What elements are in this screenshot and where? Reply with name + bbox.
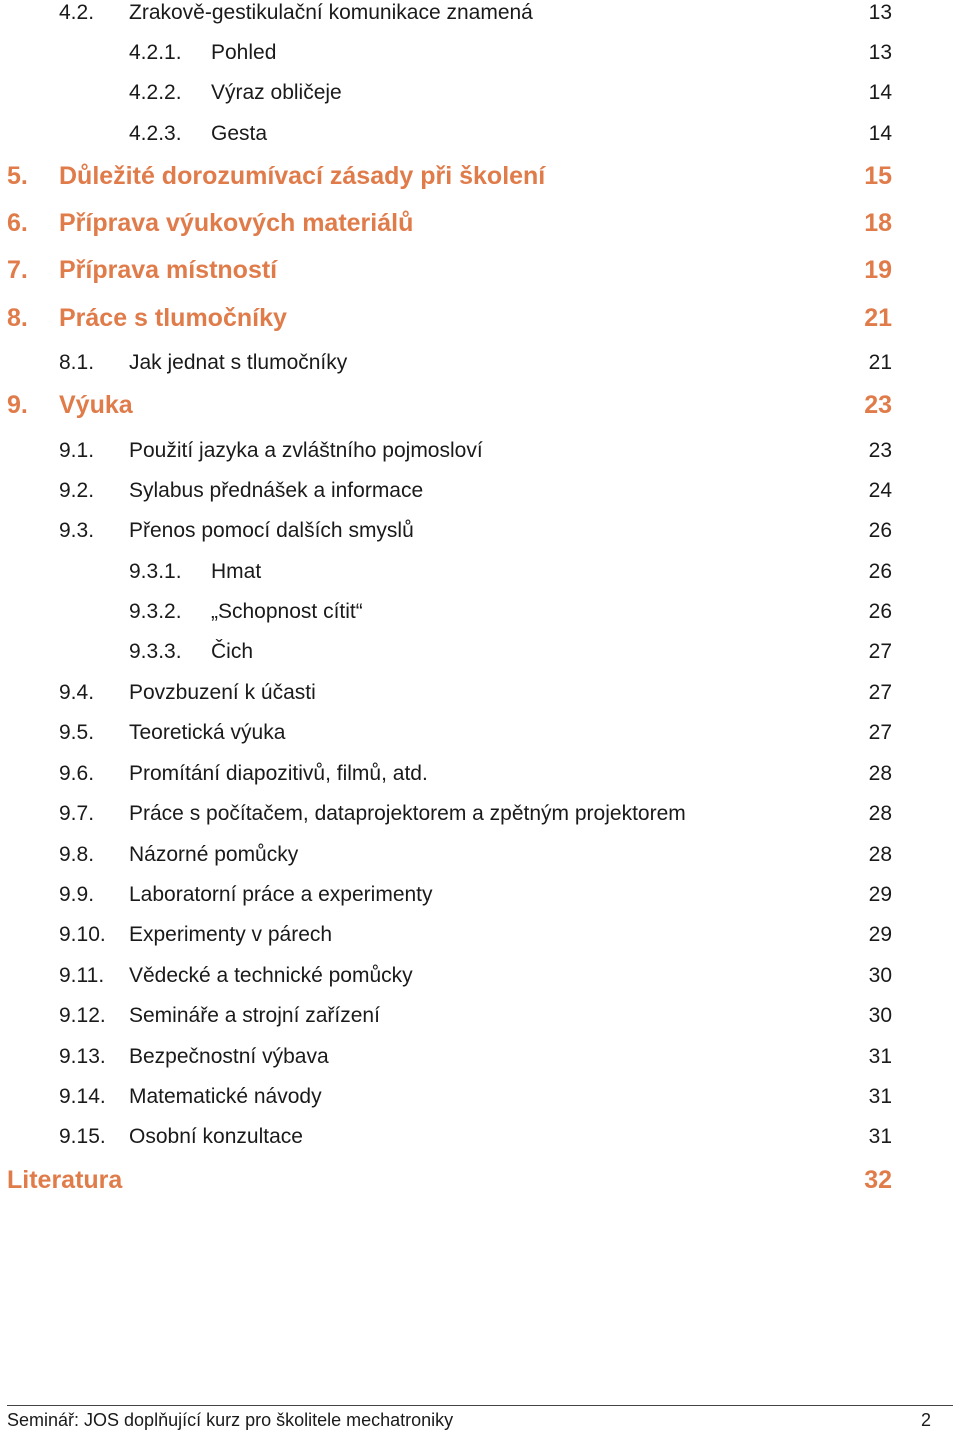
toc-entry-title: Pohled xyxy=(211,41,277,64)
footer-text: Seminář: JOS doplňující kurz pro školitele mechatroniky xyxy=(7,1410,454,1430)
toc-entry-number: 9.6. xyxy=(59,762,95,785)
toc-entry-page: 23 xyxy=(864,391,892,419)
toc-entry-title: Důležité dorozumívací zásady při školení xyxy=(59,162,546,190)
toc-entry-page: 26 xyxy=(868,519,892,542)
toc-entry-title: Výuka xyxy=(59,391,133,419)
toc-entry-title: Jak jednat s tlumočníky xyxy=(129,351,348,374)
toc-entry-title: Experimenty v párech xyxy=(129,923,333,946)
toc-entry-number: 9.3. xyxy=(59,519,95,542)
toc-entry-page: 31 xyxy=(868,1045,892,1068)
toc-entry-page: 30 xyxy=(868,1004,892,1027)
toc-entry-number: 9. xyxy=(7,391,28,419)
toc-entry-title: Promítání diapozitivů, filmů, atd. xyxy=(129,762,428,785)
toc-entry-number: 9.4. xyxy=(59,681,95,704)
toc-entry-title: Matematické návody xyxy=(129,1085,322,1108)
toc-entry-title: Práce s tlumočníky xyxy=(59,304,287,332)
toc-entry-title: Přenos pomocí dalších smyslů xyxy=(129,519,414,542)
toc-entry-number: 9.3.3. xyxy=(129,640,182,663)
toc-entry-number: 9.11. xyxy=(59,964,105,987)
toc-entry-page: 32 xyxy=(864,1166,892,1194)
toc-entry-page: 27 xyxy=(868,640,892,663)
toc-entry-number: 4.2. xyxy=(59,1,95,24)
toc-entry-number: 5. xyxy=(7,162,28,190)
toc-entry-page: 19 xyxy=(864,256,892,284)
toc-entry-number: 9.12. xyxy=(59,1004,106,1027)
toc-entry-page: 31 xyxy=(868,1085,892,1108)
toc-entry-number: 9.3.2. xyxy=(129,600,182,623)
toc-entry-page: 14 xyxy=(868,81,892,104)
toc-entry-page: 27 xyxy=(868,681,892,704)
toc-entry-number: 9.1. xyxy=(59,439,95,462)
toc-entry-number: 9.5. xyxy=(59,721,95,744)
toc-entry-page: 27 xyxy=(868,721,892,744)
toc-entry-number: 9.15. xyxy=(59,1125,106,1148)
toc-entry-title: Použití jazyka a zvláštního pojmosloví xyxy=(129,439,483,462)
toc-entry-page: 29 xyxy=(868,923,892,946)
toc-entry-title: Vědecké a technické pomůcky xyxy=(129,964,413,987)
toc-entry-title: Příprava výukových materiálů xyxy=(59,209,414,237)
toc-entry-title: Práce s počítačem, dataprojektorem a zpětným projektorem xyxy=(129,802,686,825)
toc-entry-page: 28 xyxy=(868,762,892,785)
toc-entry-page: 15 xyxy=(864,162,892,190)
toc-entry-page: 26 xyxy=(868,600,892,623)
toc-entry-title: „Schopnost cítit“ xyxy=(211,600,363,623)
toc-entry-page: 29 xyxy=(868,883,892,906)
toc-entry-page: 13 xyxy=(868,41,892,64)
toc-entry-title: Sylabus přednášek a informace xyxy=(129,479,424,502)
toc-entry-title: Literatura xyxy=(7,1166,123,1194)
toc-entry-title: Povzbuzení k účasti xyxy=(129,681,316,704)
toc-entry-number: 9.8. xyxy=(59,843,95,866)
toc-entry-page: 26 xyxy=(868,560,892,583)
toc-entry-title: Laboratorní práce a experimenty xyxy=(129,883,433,906)
toc-entry-page: 28 xyxy=(868,802,892,825)
toc-entry-page: 28 xyxy=(868,843,892,866)
toc-entry-number: 4.2.3. xyxy=(129,122,182,145)
toc-entry-page: 30 xyxy=(868,964,892,987)
toc-entry-page: 14 xyxy=(868,122,892,145)
toc-entry-title: Teoretická výuka xyxy=(129,721,286,744)
toc-entry-page: 13 xyxy=(868,1,892,24)
toc-entry-number: 9.9. xyxy=(59,883,95,906)
toc-entry-title: Čich xyxy=(211,640,254,663)
toc-entry-number: 9.2. xyxy=(59,479,95,502)
toc-entry-page: 21 xyxy=(864,304,892,332)
toc-entry-number: 8. xyxy=(7,304,28,332)
toc-entry-number: 9.13. xyxy=(59,1045,106,1068)
toc-entry-title: Hmat xyxy=(211,560,262,583)
toc-entry-title: Semináře a strojní zařízení xyxy=(129,1004,380,1027)
toc-entry-number: 4.2.2. xyxy=(129,81,182,104)
toc-entry-page: 21 xyxy=(868,351,892,374)
page-footer xyxy=(7,1405,953,1432)
toc-entry-title: Příprava místností xyxy=(59,256,278,284)
toc-entry-title: Bezpečnostní výbava xyxy=(129,1045,329,1068)
toc-entry-number: 9.14. xyxy=(59,1085,106,1108)
toc-entry-number: 7. xyxy=(7,256,28,284)
toc-entry-number: 9.3.1. xyxy=(129,560,182,583)
toc-entry-title: Gesta xyxy=(211,122,268,145)
toc-entry-page: 31 xyxy=(868,1125,892,1148)
page-number: 2 xyxy=(920,1410,931,1430)
toc-entry-number: 4.2.1. xyxy=(129,41,182,64)
toc-entry-page: 24 xyxy=(868,479,892,502)
toc-entry-page: 18 xyxy=(864,209,892,237)
toc-entry-title: Osobní konzultace xyxy=(129,1125,303,1148)
toc-entry-page: 23 xyxy=(868,439,892,462)
toc-entry-number: 9.10. xyxy=(59,923,106,946)
toc-entry-title: Zrakově-gestikulační komunikace znamená xyxy=(129,1,533,24)
toc-entry-title: Výraz obličeje xyxy=(211,81,342,104)
toc-entry-number: 9.7. xyxy=(59,802,95,825)
toc-entry-title: Názorné pomůcky xyxy=(129,843,299,866)
toc-entry-number: 6. xyxy=(7,209,28,237)
toc-entry-number: 8.1. xyxy=(59,351,95,374)
